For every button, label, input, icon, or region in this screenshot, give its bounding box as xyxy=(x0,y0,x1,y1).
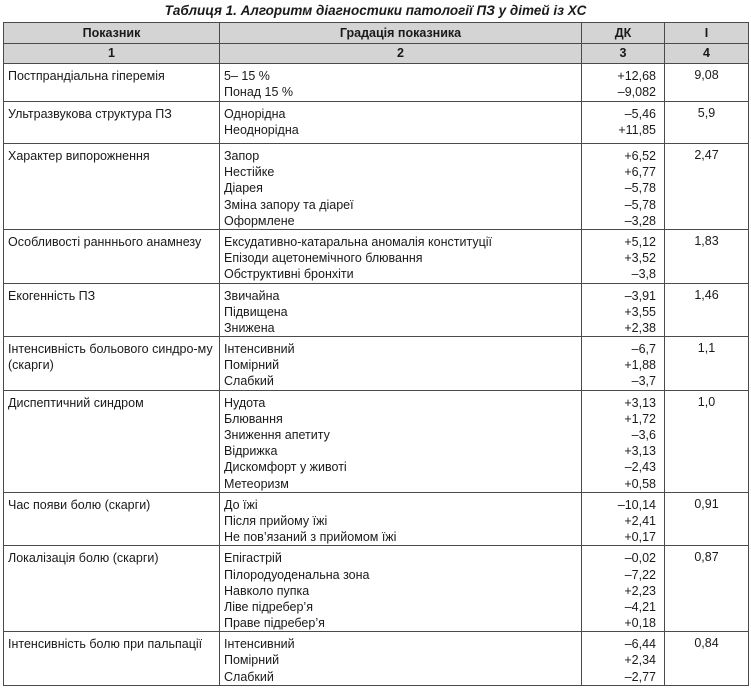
indicator-label: Характер випорожнення xyxy=(8,149,150,163)
dk-value: +11,85 xyxy=(618,123,656,138)
indicator-name xyxy=(4,546,220,632)
informativeness-value: 5,9 xyxy=(665,102,749,144)
header-row xyxy=(4,23,749,44)
gradation-item: Ліве підребер’я xyxy=(224,599,313,614)
informativeness-value: 0,84 xyxy=(665,632,749,686)
gradation-item: Зміна запору та діареї xyxy=(224,197,354,212)
gradation-cell xyxy=(220,283,582,337)
dk-value: +3,55 xyxy=(624,304,656,319)
dk-cell xyxy=(582,632,665,686)
indicator-label: Інтенсивність больового синдро-му (скарги) xyxy=(8,342,213,373)
gradation-item: До їжі xyxy=(224,497,258,512)
dk-value: +3,52 xyxy=(624,251,656,266)
gradation-cell xyxy=(220,102,582,144)
dk-cell xyxy=(582,337,665,391)
column-number: 3 xyxy=(582,44,665,64)
indicator-name xyxy=(4,102,220,144)
gradation-cell xyxy=(220,492,582,546)
table-row xyxy=(4,144,749,230)
table-row xyxy=(4,546,749,632)
dk-value: –3,28 xyxy=(624,213,656,228)
dk-value: –9,082 xyxy=(617,85,656,100)
dk-value: –4,21 xyxy=(624,599,656,614)
dk-value: –6,44 xyxy=(624,637,656,652)
informativeness-value: 2,47 xyxy=(665,144,749,230)
gradation-item: Інтенсивний xyxy=(224,342,295,357)
diagnostic-table xyxy=(3,22,749,686)
gradation-cell xyxy=(220,64,582,102)
indicator-name xyxy=(4,337,220,391)
dk-cell xyxy=(582,546,665,632)
indicator-name xyxy=(4,283,220,337)
header-gradation: Градація показника xyxy=(220,23,582,44)
gradation-item: Після прийому їжі xyxy=(224,513,328,528)
dk-value: +6,52 xyxy=(624,149,656,163)
dk-value: +1,88 xyxy=(624,358,656,373)
header-indicator: Показник xyxy=(4,23,220,44)
dk-value: +0,18 xyxy=(624,616,656,631)
dk-value: –5,46 xyxy=(624,107,656,121)
gradation-item: Помірний xyxy=(224,653,280,668)
dk-value: +2,34 xyxy=(624,653,656,668)
dk-cell xyxy=(582,492,665,546)
indicator-name xyxy=(4,632,220,686)
indicator-label: Інтенсивність болю при пальпації xyxy=(8,637,203,652)
indicator-label: Диспептичний синдром xyxy=(8,395,144,410)
gradation-item: Неоднорідна xyxy=(224,123,299,138)
gradation-item: Пілородуоденальна зона xyxy=(224,567,370,582)
dk-value: –2,43 xyxy=(624,460,656,475)
indicator-label: Локалізація болю (скарги) xyxy=(8,551,159,566)
dk-value: +6,77 xyxy=(624,165,656,180)
dk-value: –10,14 xyxy=(617,497,656,512)
dk-value: –3,7 xyxy=(631,374,656,389)
column-number: 1 xyxy=(4,44,220,64)
dk-value: –7,22 xyxy=(624,567,656,582)
document xyxy=(3,0,748,686)
gradation-item: Підвищена xyxy=(224,304,288,319)
gradation-item: Знижена xyxy=(224,320,275,335)
dk-cell xyxy=(582,390,665,492)
dk-value: +3,13 xyxy=(624,444,656,459)
dk-value: –3,6 xyxy=(631,428,656,442)
gradation-item: Обструктивні бронхіти xyxy=(224,267,354,282)
table-row xyxy=(4,632,749,686)
dk-value: +3,13 xyxy=(624,395,656,410)
gradation-item: Ексудативно-катаральна аномалія конституції xyxy=(224,234,492,249)
dk-value: –3,8 xyxy=(631,267,656,282)
dk-cell xyxy=(582,229,665,283)
gradation-cell xyxy=(220,337,582,391)
gradation-item: Не пов’язаний з прийомом їжі xyxy=(224,530,397,545)
informativeness-value: 0,87 xyxy=(665,546,749,632)
indicator-label: Ультразвукова структура ПЗ xyxy=(8,107,172,121)
informativeness-value: 1,83 xyxy=(665,229,749,283)
dk-value: –5,78 xyxy=(624,197,656,212)
gradation-item: Дискомфорт у животі xyxy=(224,460,347,475)
gradation-item: Нестійке xyxy=(224,165,275,180)
table-caption: Таблиця 1. Алгоритм діагностики патології ПЗ у дітей із ХС xyxy=(164,3,587,18)
gradation-item: Звичайна xyxy=(224,288,280,303)
gradation-item: Діарея xyxy=(224,181,263,196)
gradation-item: Оформлене xyxy=(224,213,295,228)
dk-value: –0,02 xyxy=(624,551,656,566)
gradation-item: Запор xyxy=(224,149,260,163)
dk-value: +0,58 xyxy=(624,476,656,491)
gradation-item: Слабкий xyxy=(224,374,274,389)
gradation-cell xyxy=(220,144,582,230)
gradation-item: Праве підребер’я xyxy=(224,616,325,631)
gradation-item: Помірний xyxy=(224,358,280,373)
column-number-row xyxy=(4,44,749,64)
gradation-cell xyxy=(220,229,582,283)
gradation-item: Блювання xyxy=(224,411,283,426)
gradation-cell xyxy=(220,546,582,632)
dk-cell xyxy=(582,144,665,230)
indicator-label: Постпрандіальна гіперемія xyxy=(8,69,165,83)
dk-value: +0,17 xyxy=(624,530,656,545)
dk-value: –6,7 xyxy=(631,342,656,357)
gradation-item: Нудота xyxy=(224,395,266,410)
indicator-name xyxy=(4,390,220,492)
gradation-item: Слабкий xyxy=(224,669,274,684)
gradation-item: 5– 15 % xyxy=(224,69,270,83)
gradation-item: Інтенсивний xyxy=(224,637,295,652)
dk-cell xyxy=(582,283,665,337)
table-row xyxy=(4,64,749,102)
header-dk: ДК xyxy=(582,23,665,44)
table-row xyxy=(4,102,749,144)
indicator-name xyxy=(4,229,220,283)
dk-value: +5,12 xyxy=(624,234,656,249)
gradation-item: Епізоди ацетонемічного блювання xyxy=(224,251,423,266)
dk-value: +2,38 xyxy=(624,320,656,335)
gradation-item: Зниження апетиту xyxy=(224,428,330,442)
table-row xyxy=(4,492,749,546)
gradation-item: Понад 15 % xyxy=(224,85,294,100)
dk-value: –5,78 xyxy=(624,181,656,196)
table-row xyxy=(4,337,749,391)
table-row xyxy=(4,229,749,283)
dk-value: +2,23 xyxy=(624,583,656,598)
gradation-item: Метеоризм xyxy=(224,476,289,491)
gradation-item: Навколо пупка xyxy=(224,583,310,598)
dk-value: +1,72 xyxy=(624,411,656,426)
indicator-name xyxy=(4,492,220,546)
gradation-cell xyxy=(220,632,582,686)
indicator-label: Екогенність ПЗ xyxy=(8,288,96,303)
table-row xyxy=(4,390,749,492)
gradation-item: Відрижка xyxy=(224,444,278,459)
informativeness-value: 0,91 xyxy=(665,492,749,546)
indicator-name xyxy=(4,144,220,230)
dk-value: +12,68 xyxy=(617,69,656,83)
gradation-item: Однорідна xyxy=(224,107,286,121)
header-i: І xyxy=(665,23,749,44)
indicator-label: Особливості ранннього анамнезу xyxy=(8,234,202,249)
gradation-cell xyxy=(220,390,582,492)
informativeness-value: 1,1 xyxy=(665,337,749,391)
table-body xyxy=(4,64,749,686)
gradation-item: Епігастрій xyxy=(224,551,282,566)
dk-value: +2,41 xyxy=(624,513,656,528)
dk-value: –3,91 xyxy=(624,288,656,303)
dk-value: –2,77 xyxy=(624,669,656,684)
indicator-name xyxy=(4,64,220,102)
informativeness-value: 1,0 xyxy=(665,390,749,492)
dk-cell xyxy=(582,64,665,102)
column-number: 2 xyxy=(220,44,582,64)
column-number: 4 xyxy=(665,44,749,64)
table-row xyxy=(4,283,749,337)
informativeness-value: 9,08 xyxy=(665,64,749,102)
indicator-label: Час появи болю (скарги) xyxy=(8,497,151,512)
dk-cell xyxy=(582,102,665,144)
informativeness-value: 1,46 xyxy=(665,283,749,337)
